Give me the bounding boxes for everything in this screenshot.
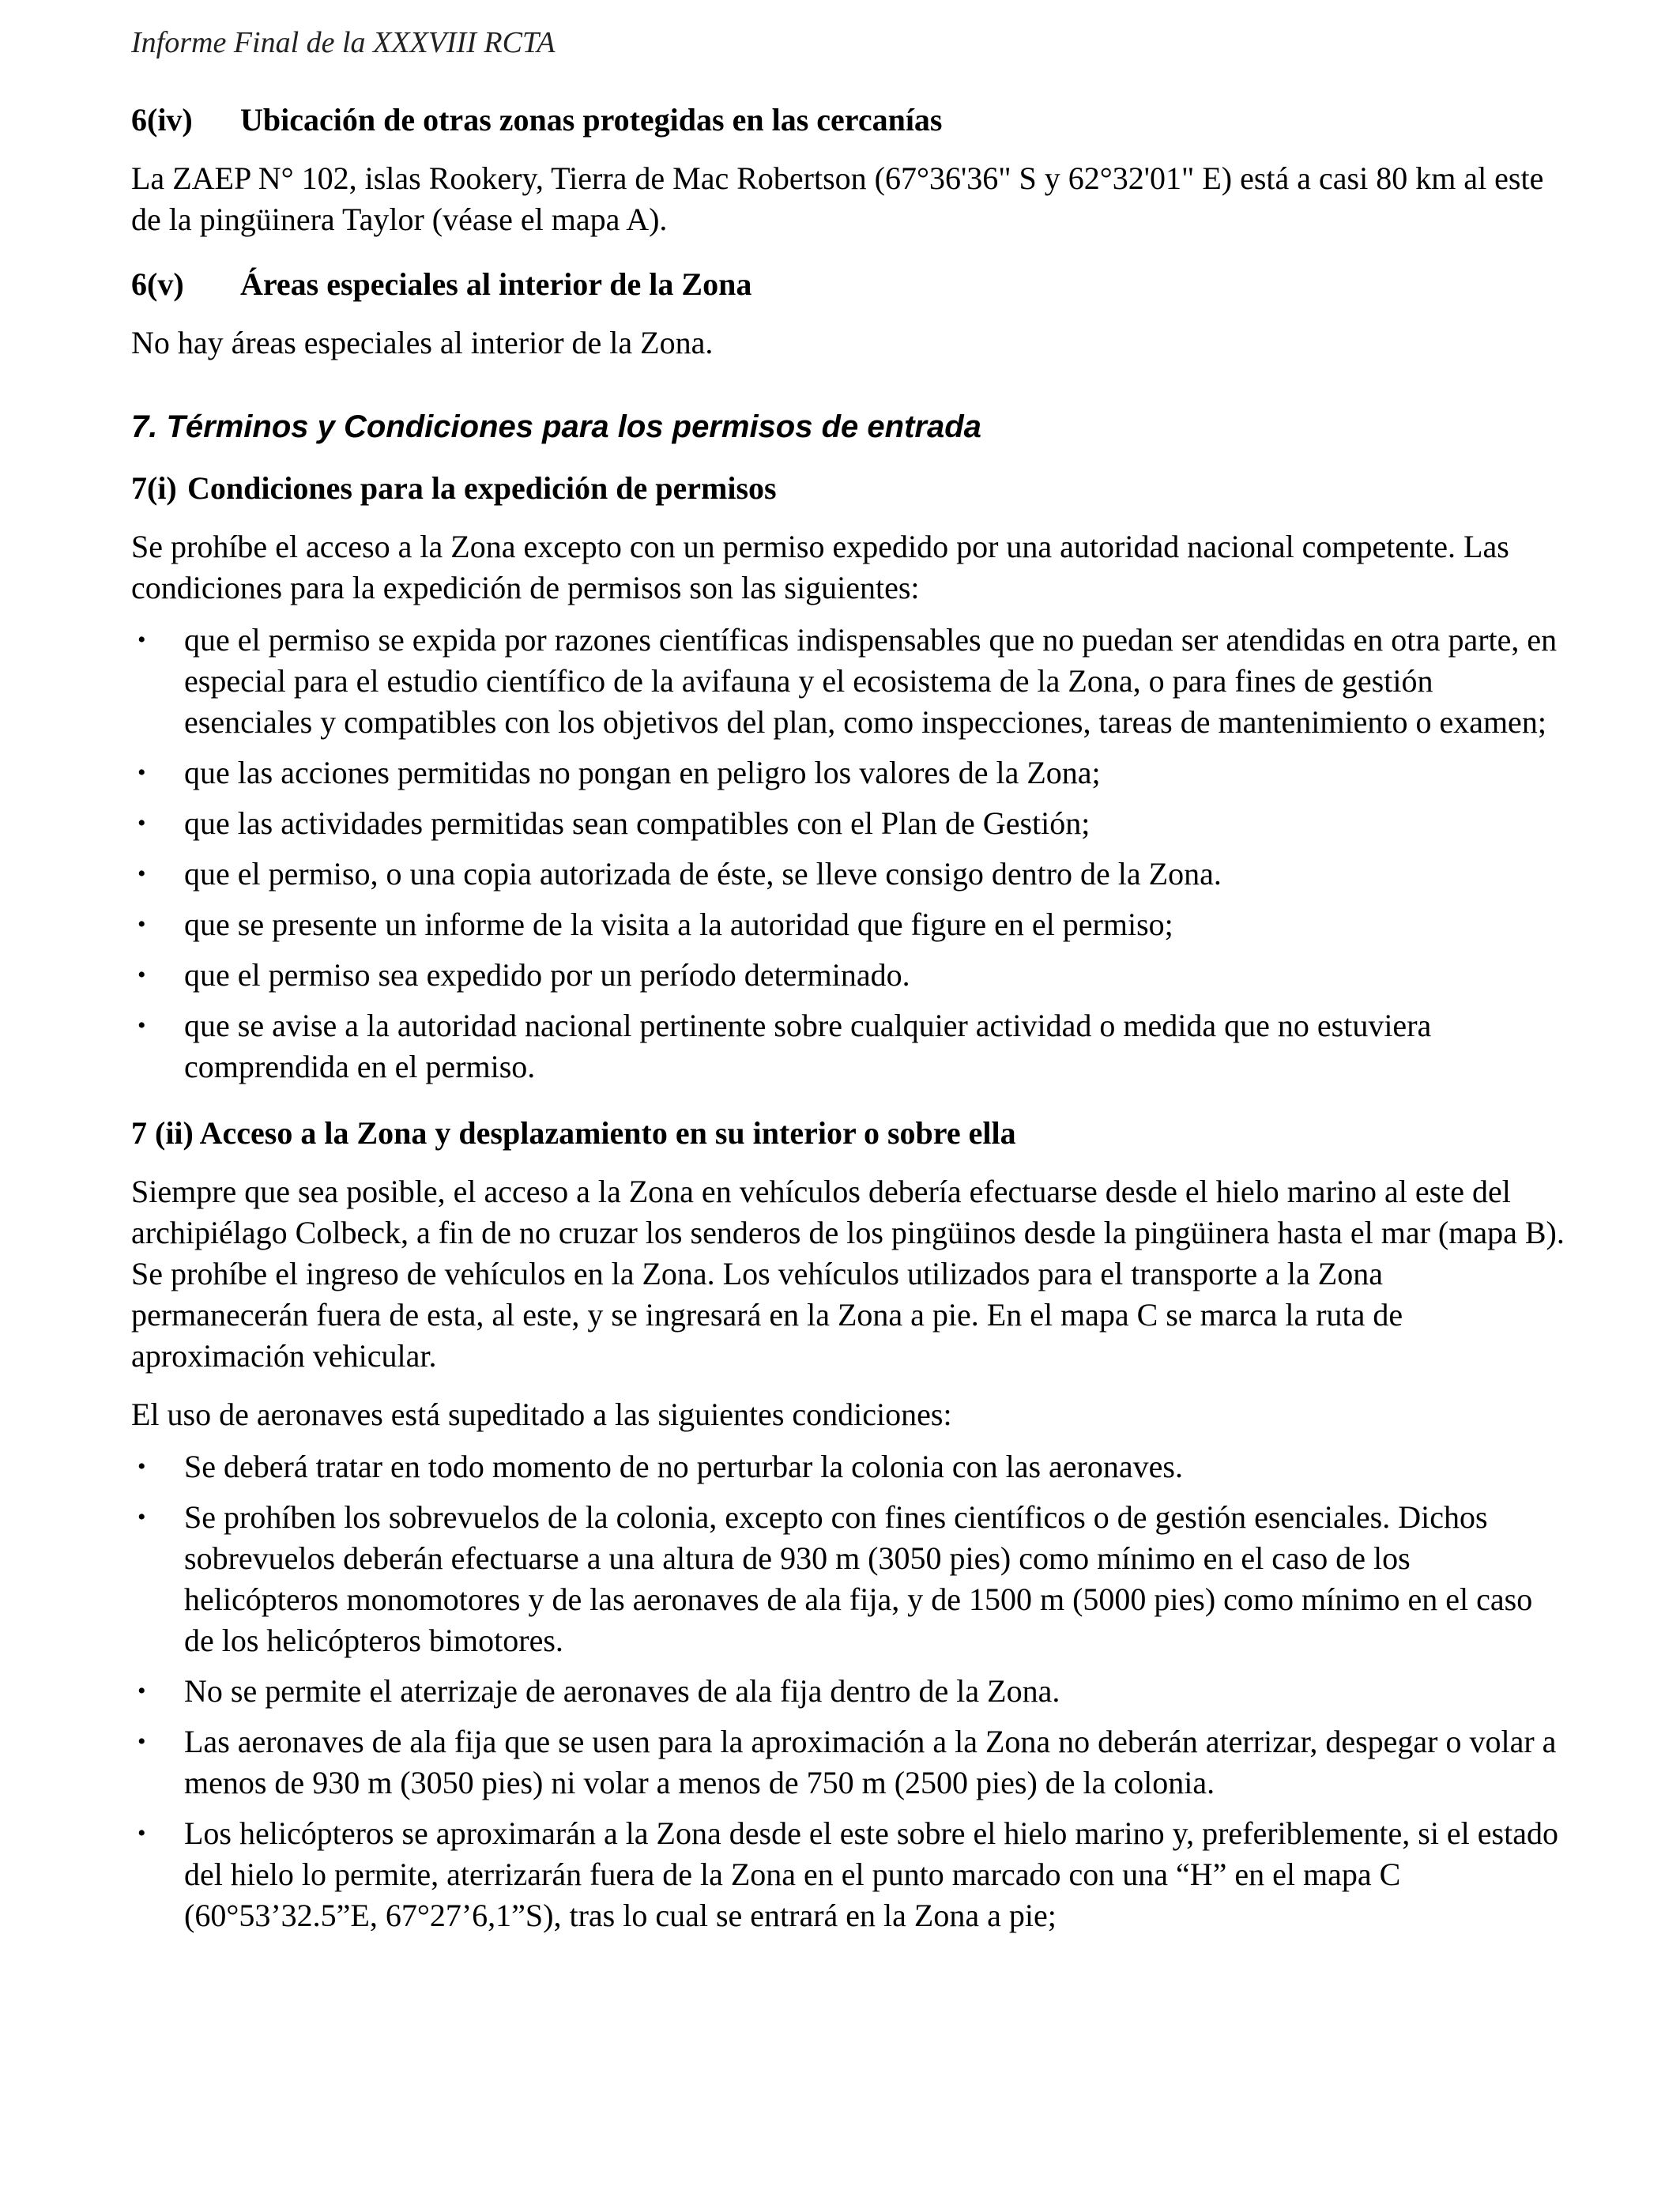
section-number: 6(v) (131, 266, 184, 302)
section-title: Condiciones para la expedición de permisos (187, 470, 777, 506)
list-item-text: Los helicópteros se aproximarán a la Zona desde el este sobre el hielo marino y, preferiblemente, si el estado del hielo lo permite, aterrizarán fuera de la Zona en el punto marcado con una “H” en el mapa C (60°53’32.5”E, 67°27’6,1”S), tras lo cual se entrará en la Zona a pie; (184, 1815, 1558, 1933)
bullet-icon: • (137, 962, 146, 988)
list-item (131, 1813, 1565, 1936)
bullet-icon: • (137, 1012, 146, 1039)
section-number: 7(i) (131, 470, 177, 506)
list-item-text: que el permiso sea expedido por un período determinado. (184, 957, 910, 993)
bullet-icon: • (137, 1453, 146, 1480)
list-item (131, 854, 1565, 895)
bullet-icon: • (137, 1728, 146, 1755)
permit-conditions-list (131, 620, 1565, 1088)
section-7ii-paragraph-1: Siempre que sea posible, el acceso a la Zona en vehículos debería efectuarse desde el hielo marino al este del archipiélago Colbeck, a fin de no cruzar los senderos de los pingüinos desde la pingüinera hasta el mar (mapa B). Se prohíbe el ingreso de vehículos en la Zona. Los vehículos utilizados para el transporte a la Zona permanecerán fuera de esta, al este, y se ingresará en la Zona a pie. En el mapa C se marca la ruta de aproximación vehicular. (131, 1174, 1565, 1374)
list-item-text: que se presente un informe de la visita a la autoridad que figure en el permiso; (184, 907, 1173, 942)
list-item-text: No se permite el aterrizaje de aeronaves de ala fija dentro de la Zona. (184, 1673, 1060, 1709)
list-item (131, 1721, 1565, 1804)
list-item-text: que el permiso se expida por razones científicas indispensables que no puedan ser atendidas en otra parte, en especial para el estudio científico de la avifauna y el ecosistema de la Zona, o para fines de gestión esenciales y compatibles con los objetivos del plan, como inspecciones, tareas de mantenimiento o examen; (184, 622, 1558, 740)
running-header: Informe Final de la XXXVIII RCTA (131, 26, 556, 59)
section-title: Áreas especiales al interior de la Zona (240, 266, 752, 302)
list-item (131, 1671, 1565, 1712)
list-item (131, 955, 1565, 996)
list-item-text: Las aeronaves de ala fija que se usen para la aproximación a la Zona no deberán aterrizar, despegar o volar a menos de 930 m (3050 pies) ni volar a menos de 750 m (2500 pies) de la colonia. (184, 1724, 1557, 1800)
bullet-icon: • (137, 810, 146, 836)
list-item (131, 752, 1565, 794)
section-7ii-heading: 7 (ii) Acceso a la Zona y desplazamiento en su interior o sobre ella (131, 1115, 1016, 1151)
list-item-text: que las actividades permitidas sean compatibles con el Plan de Gestión; (184, 805, 1090, 841)
list-item (131, 620, 1565, 743)
section-title: Ubicación de otras zonas protegidas en las cercanías (240, 102, 943, 138)
section-6iv-text: La ZAEP N° 102, islas Rookery, Tierra de Mac Robertson (67°36'36" S y 62°32'01" E) está a casi 80 km al este de la pingüinera Taylor (véase el mapa A). (131, 160, 1544, 237)
list-item-text: Se prohíben los sobrevuelos de la colonia, excepto con fines científicos o de gestión esenciales. Dichos sobrevuelos deberán efectuarse a una altura de 930 m (3050 pies) como mínimo en el caso de los helicópteros monomotores y de las aeronaves de ala fija, y de 1500 m (5000 pies) como mínimo en el caso de los helicópteros bimotores. (184, 1499, 1533, 1658)
section-7-heading: 7. Términos y Condiciones para los permisos de entrada (131, 409, 981, 444)
list-item-text: Se deberá tratar en todo momento de no perturbar la colonia con las aeronaves. (184, 1449, 1183, 1484)
bullet-icon: • (137, 911, 146, 937)
list-item-text: que las acciones permitidas no pongan en peligro los valores de la Zona; (184, 755, 1101, 790)
document-page (131, 24, 1565, 1936)
section-number: 6(iv) (131, 102, 193, 138)
bullet-icon: • (137, 1678, 146, 1704)
list-item (131, 904, 1565, 945)
section-7i-intro: Se prohíbe el acceso a la Zona excepto con un permiso expedido por una autoridad nacional competente. Las condiciones para la expedición de permisos son las siguientes: (131, 529, 1509, 605)
list-item (131, 1005, 1565, 1088)
section-7i-heading (131, 468, 1565, 509)
list-item-text: que el permiso, o una copia autorizada de éste, se lleve consigo dentro de la Zona. (184, 856, 1222, 892)
section-6v-heading (131, 264, 1565, 305)
section-6iv-heading (131, 100, 1565, 141)
bullet-icon: • (137, 760, 146, 786)
list-item-text: que se avise a la autoridad nacional pertinente sobre cualquier actividad o medida que no estuviera comprendida en el permiso. (184, 1008, 1432, 1084)
section-7ii-paragraph-2: El uso de aeronaves está supeditado a las siguientes condiciones: (131, 1397, 952, 1432)
bullet-icon: • (137, 627, 146, 653)
list-item (131, 1497, 1565, 1661)
bullet-icon: • (137, 1820, 146, 1846)
bullet-icon: • (137, 1504, 146, 1530)
list-item (131, 1446, 1565, 1487)
bullet-icon: • (137, 861, 146, 887)
aircraft-conditions-list (131, 1446, 1565, 1936)
section-6v-text: No hay áreas especiales al interior de la Zona. (131, 325, 714, 360)
list-item (131, 803, 1565, 844)
